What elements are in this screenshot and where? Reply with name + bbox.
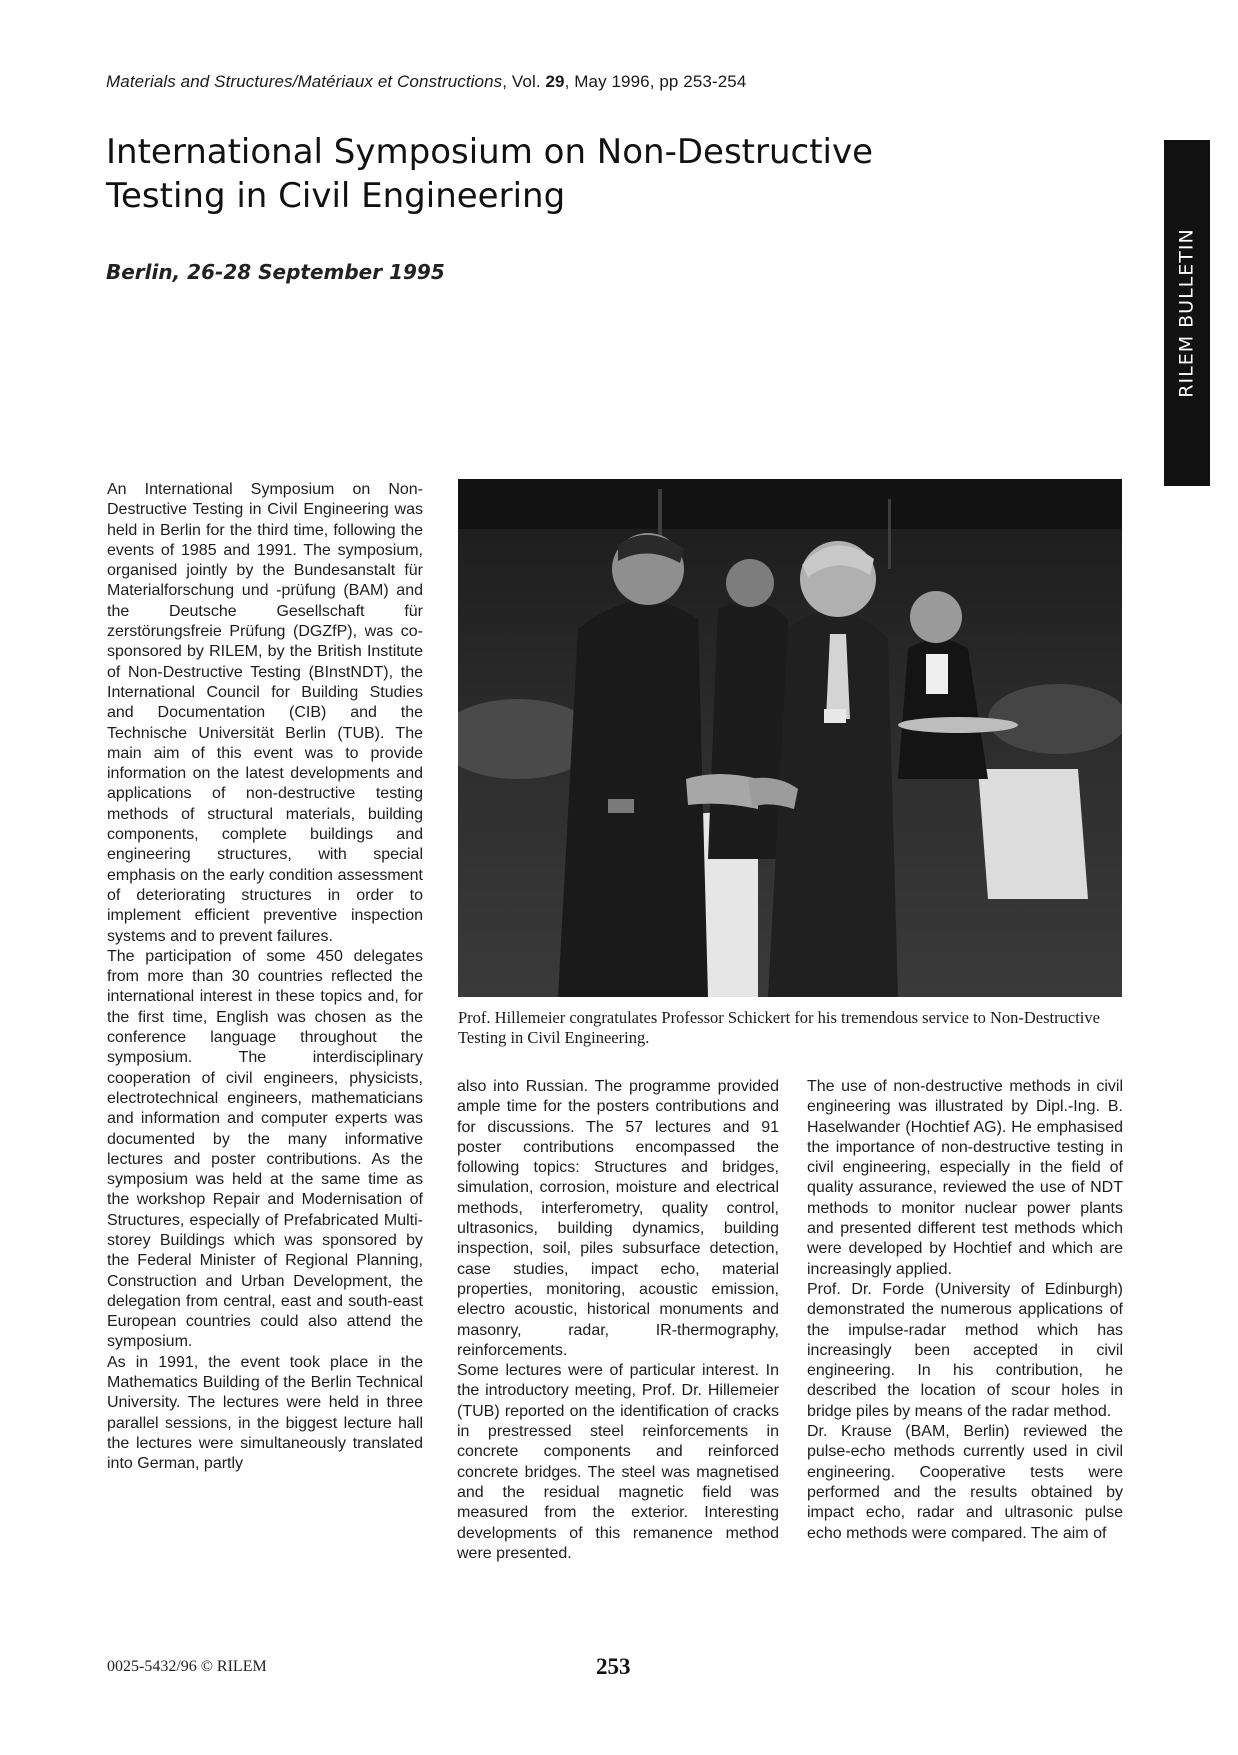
body-column-1: [107, 480, 423, 1475]
issn-copyright: 0025-5432/96 © RILEM: [107, 1658, 267, 1675]
volume-number: 29: [545, 72, 565, 91]
journal-citation: [106, 72, 866, 92]
vol-label: , Vol.: [502, 72, 546, 91]
side-tab-label: RILEM BULLETIN: [1176, 228, 1198, 398]
paragraph: As in 1991, the event took place in the Mathematics Building of the Berlin Technical University. The lectures were held in three parallel sessions, in the biggest lecture hall the lectures were simultaneously translated into German, partly: [107, 1353, 423, 1473]
side-tab: [1164, 140, 1210, 486]
photo-handshake: [458, 479, 1122, 997]
photo-caption: Prof. Hillemeier congratulates Professor Schickert for his tremendous service to Non-Destructive Testing in Civil Engineering.: [458, 1008, 1100, 1047]
body-column-2: [457, 1077, 779, 1564]
journal-name: Materials and Structures/Matériaux et Constructions: [106, 72, 503, 91]
article-title: [106, 130, 926, 218]
paragraph: The use of non-destructive methods in civil engineering was illustrated by Dipl.-Ing. B. Haselwander (Hochtief AG). He emphasised the importance of non-destructive testing in civil engineering, especially in the field of quality assurance, reviewed the use of NDT methods to monitor nuclear power plants and presented different test methods which were developed by Hochtief and which are increasingly applied.: [807, 1078, 1123, 1278]
dateline: Berlin, 26-28 September 1995: [106, 260, 445, 284]
photo-illustration: [458, 479, 1122, 997]
paragraph: Some lectures were of particular interest. In the introductory meeting, Prof. Dr. Hillemeier (TUB) reported on the identification of cracks in prestressed steel reinforcements in concrete components and reinforced concrete bridges. The steel was magnetised and the residual magnetic field was measured from the exterior. Interesting developments of this remanence method were presented.: [457, 1362, 779, 1562]
paragraph: Dr. Krause (BAM, Berlin) reviewed the pulse-echo methods currently used in civil engineering. Cooperative tests were performed and the results obtained by impact echo, radar and ultrasonic pulse echo methods were compared. The aim of: [807, 1423, 1123, 1542]
paragraph: An International Symposium on Non-Destructive Testing in Civil Engineering was held in Berlin for the third time, following the events of 1985 and 1991. The symposium, organised jointly by the Bundesanstalt für Materialforschung und -prüfung (BAM) and the Deutsche Gesellschaft für zerstörungsfreie Prüfung (DGZfP), was co-sponsored by RILEM, by the British Institute of Non-Destructive Testing (BInstNDT), the International Council for Building Studies and Documentation (CIB) and the Technische Universität Berlin (TUB). The main aim of this event was to provide information on the latest developments and applications of non-destructive testing methods of structural materials, building components, complete buildings and engineering structures, with special emphasis on the early condition assessment of deteriorating structures in order to implement efficient preventive inspection systems and to prevent failures.: [107, 481, 423, 945]
paragraph: also into Russian. The programme provided ample time for the posters contributions and for discussions. The 57 lectures and 91 poster contributions encompassed the following topics: Structures and bridges, simulation, corrosion, moisture and electrical methods, interferometry, quality control, ultrasonics, building dynamics, building inspection, soil, piles subsurface detection, case studies, impact echo, material properties, monitoring, acoustic emission, electro acoustic, historical monuments and masonry, radar, IR-thermography, reinforcements.: [457, 1078, 779, 1359]
title-line-1: International Symposium on Non-Destructive: [106, 132, 874, 172]
page-number: 253: [596, 1654, 631, 1679]
issue-info: , May 1996, pp 253-254: [564, 72, 747, 91]
paragraph: The participation of some 450 delegates from more than 30 countries reflected the international interest in these topics and, for the first time, English was chosen as the conference language throughout the symposium. The interdisciplinary cooperation of civil engineers, physicists, electrotechnical engineers, mathematicians and information and computer experts was documented by the many informative lectures and poster contributions. As the symposium was held at the same time as the workshop Repair and Modernisation of Structures, especially of Prefabricated Multi-storey Buildings which was sponsored by the Federal Minister of Regional Planning, Construction and Urban Development, the delegation from central, east and south-east European countries could also attend the symposium.: [107, 947, 423, 1351]
paragraph: Prof. Dr. Forde (University of Edinburgh) demonstrated the numerous applications of the impulse-radar method which has increasingly been accepted in civil engineering. In his contribution, he described the location of scour holes in bridge piles by means of the radar method.: [807, 1280, 1123, 1420]
body-column-3: [807, 1077, 1123, 1544]
title-line-2: Testing in Civil Engineering: [106, 176, 566, 216]
